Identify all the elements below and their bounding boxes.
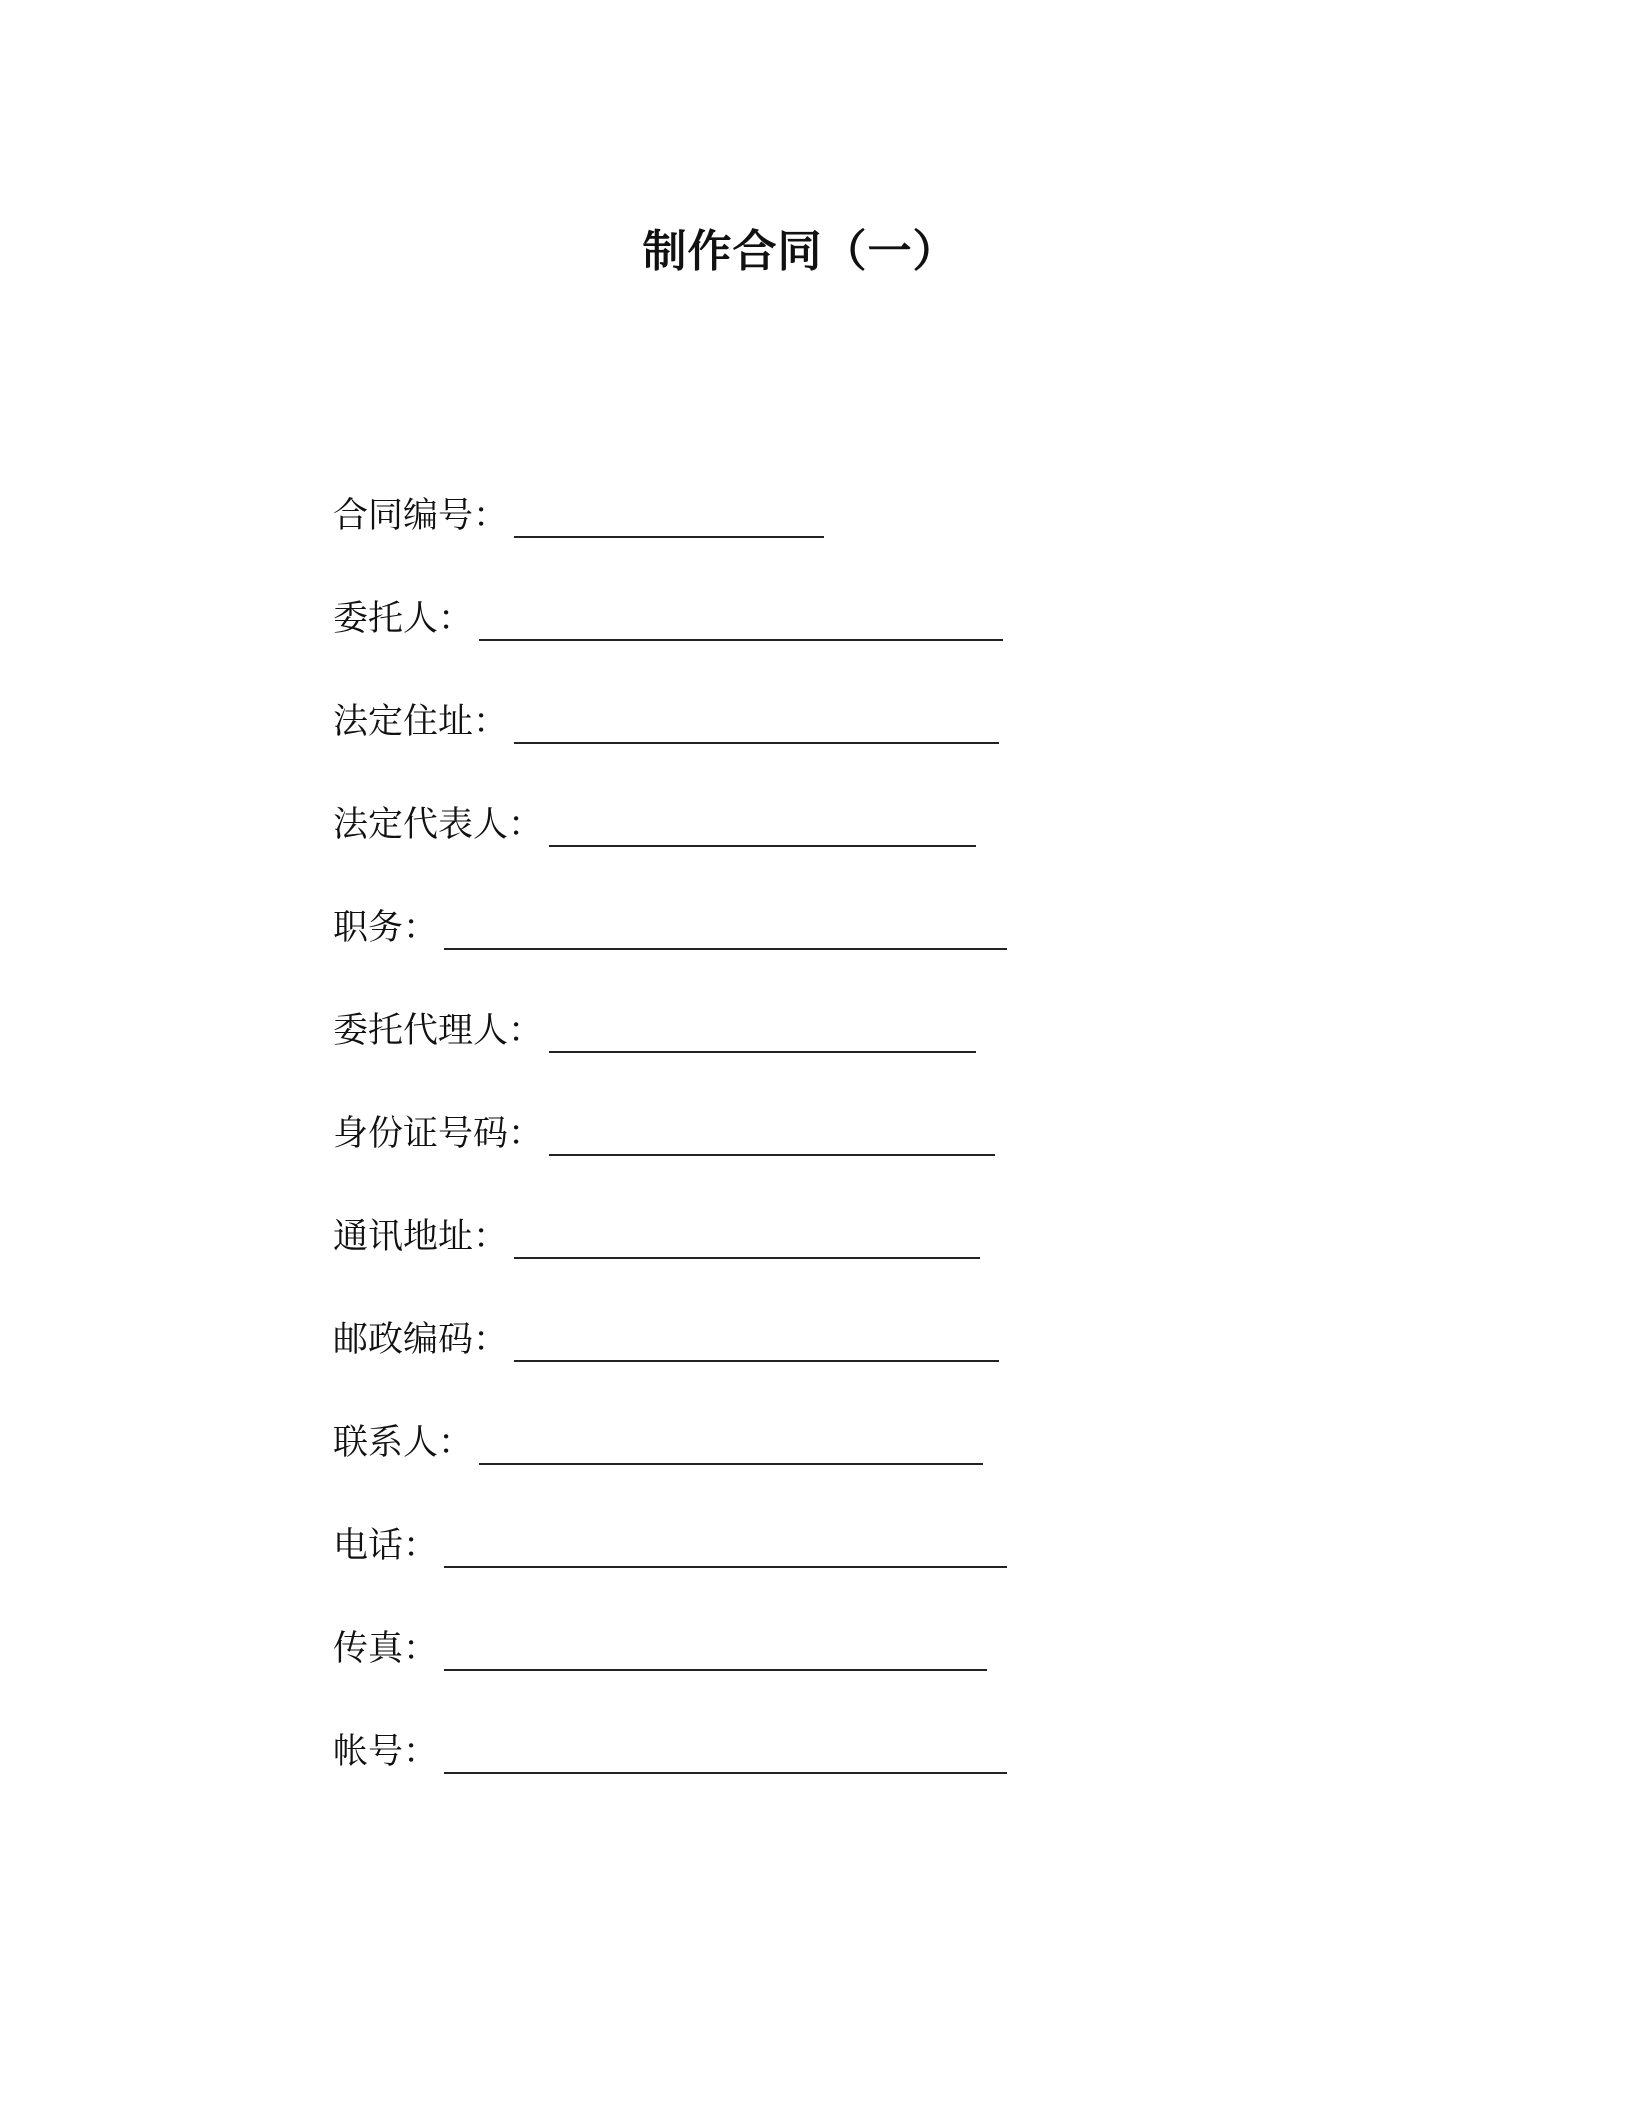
fill-in-blank[interactable] [549, 791, 976, 847]
fill-in-blank[interactable] [444, 894, 1007, 950]
field-label: 委托代理人： [333, 1011, 544, 1051]
field-label: 法定住址： [333, 702, 509, 742]
field-fax [333, 1621, 1233, 1724]
field-authorized-agent [333, 1003, 1233, 1106]
field-label: 合同编号： [333, 496, 509, 536]
fill-in-blank[interactable] [549, 1100, 995, 1156]
fill-in-blank[interactable] [444, 1718, 1007, 1774]
fill-in-blank[interactable] [444, 1615, 987, 1671]
field-position [333, 900, 1233, 1003]
fill-in-blank[interactable] [514, 482, 824, 538]
field-label: 联系人： [333, 1423, 474, 1463]
document-title: 制作合同（一） [642, 226, 958, 277]
field-label: 身份证号码： [333, 1114, 544, 1154]
field-label: 传真： [333, 1629, 439, 1669]
field-phone [333, 1518, 1233, 1621]
field-label: 职务： [333, 908, 439, 948]
field-mailing-address [333, 1209, 1233, 1312]
field-legal-representative [333, 797, 1233, 900]
fill-in-blank[interactable] [514, 688, 999, 744]
fill-in-blank[interactable] [479, 585, 1003, 641]
fill-in-blank[interactable] [514, 1306, 999, 1362]
field-contact-person [333, 1415, 1233, 1518]
field-client [333, 591, 1233, 694]
contract-fields [333, 488, 1233, 1827]
field-label: 通讯地址： [333, 1217, 509, 1257]
field-label: 邮政编码： [333, 1320, 509, 1360]
field-legal-address [333, 694, 1233, 797]
fill-in-blank[interactable] [514, 1203, 980, 1259]
field-label: 电话： [333, 1526, 439, 1566]
field-id-number [333, 1106, 1233, 1209]
fill-in-blank[interactable] [479, 1409, 983, 1465]
field-account-number [333, 1724, 1233, 1827]
field-contract-number [333, 488, 1233, 591]
fill-in-blank[interactable] [549, 997, 976, 1053]
field-label: 委托人： [333, 599, 474, 639]
field-label: 帐号： [333, 1732, 439, 1772]
fill-in-blank[interactable] [444, 1512, 1007, 1568]
field-postal-code [333, 1312, 1233, 1415]
field-label: 法定代表人： [333, 805, 544, 845]
